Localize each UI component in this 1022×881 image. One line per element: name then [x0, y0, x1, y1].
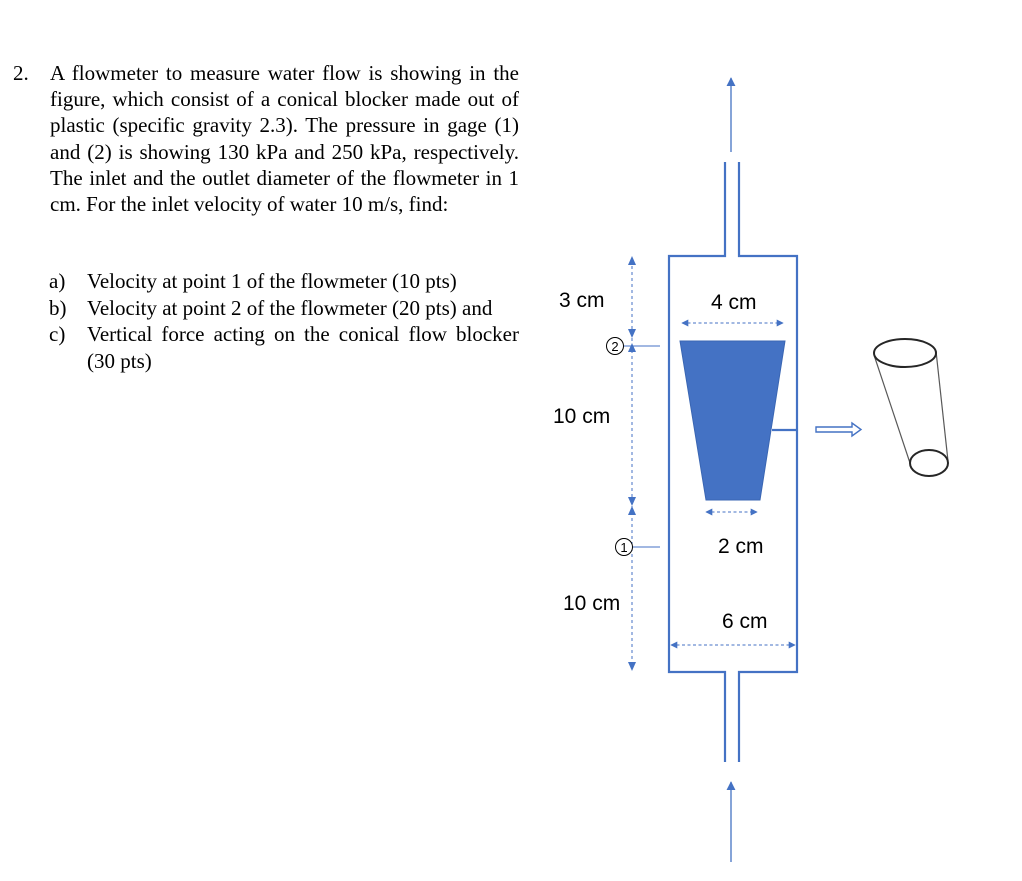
part-a-label: a)	[49, 269, 66, 293]
lower-length-label: 10 cm	[563, 592, 621, 615]
part-a-text: Velocity at point 1 of the flowmeter (10 pts)	[87, 269, 457, 293]
point-1-label: 1	[620, 540, 628, 555]
cone-3d-view	[874, 339, 948, 476]
part-b-label: b)	[49, 295, 67, 320]
point-1-marker	[616, 539, 661, 556]
part-b-text: Velocity at point 2 of the flowmeter (20 pts) and	[87, 295, 493, 320]
top-width-label: 4 cm	[711, 291, 757, 314]
question-intro: A flowmeter to measure water flow is showing in the figure, which consist of a conical blocker made out of plastic (specific gravity 2.3). The pressure in gage (1) and (2) is showing 130 kPa and 250 kPa, respectively. The inlet and the outlet diameter of the flowmeter in 1 cm. For the inlet velocity of water 10 m/s, find:	[50, 61, 519, 217]
conical-blocker	[680, 341, 785, 500]
upper-length-label: 10 cm	[553, 405, 611, 428]
point-2-label: 2	[611, 339, 619, 354]
part-c-text: Vertical force acting on the conical flow blocker (30 pts)	[87, 322, 519, 373]
question-number: 2.	[13, 61, 29, 85]
vertical-dimension	[628, 256, 636, 671]
chamber-width-label: 6 cm	[722, 610, 768, 633]
bottom-width-label: 2 cm	[718, 535, 764, 558]
side-view-arrow	[816, 423, 861, 436]
part-c-label: c)	[49, 322, 66, 346]
top-gap-label: 3 cm	[559, 289, 605, 312]
